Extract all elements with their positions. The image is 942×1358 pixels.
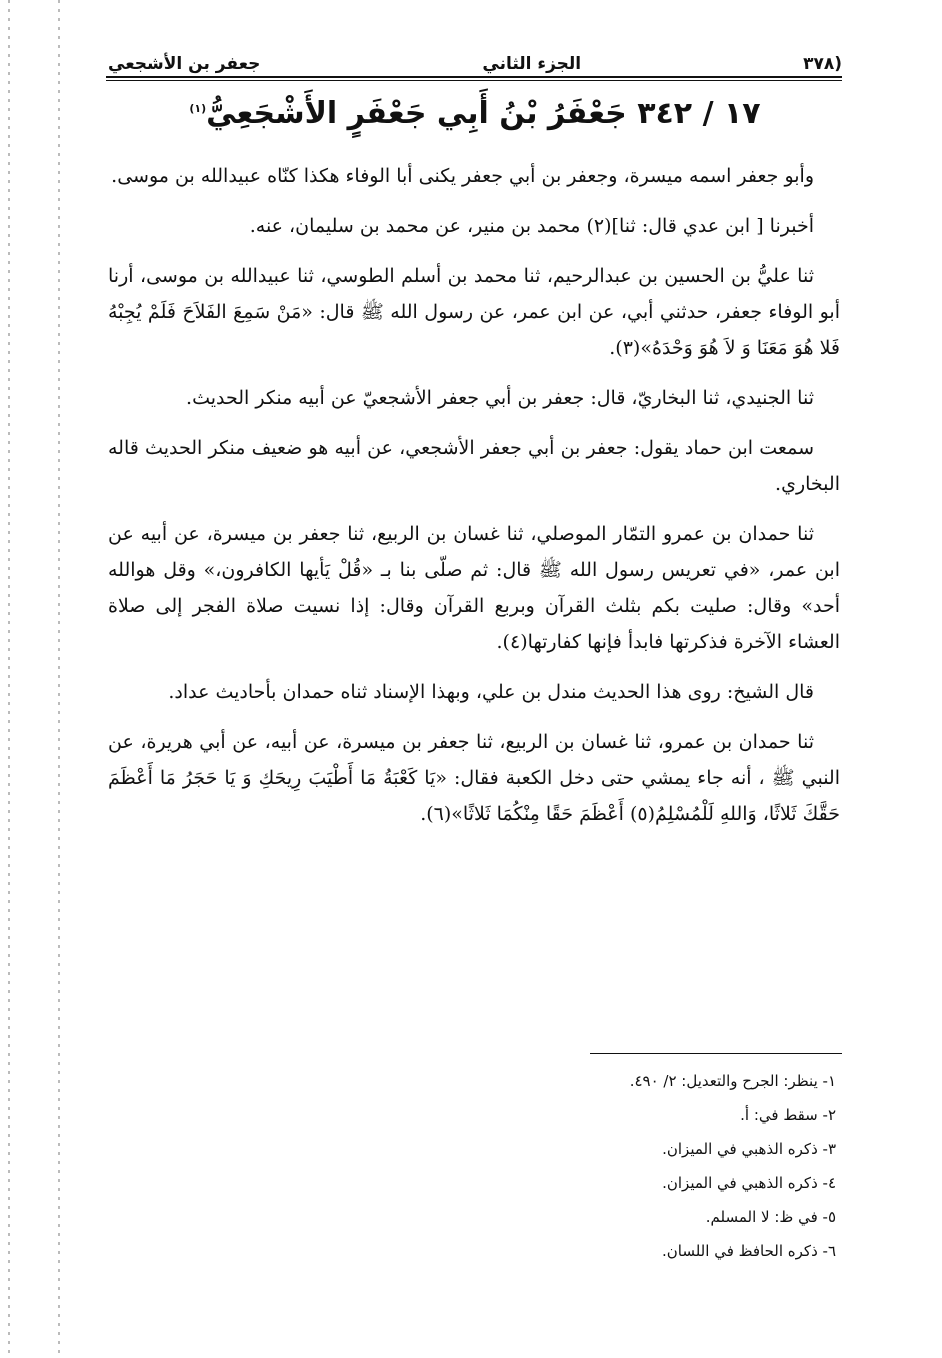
scan-edge-marks: [8, 0, 10, 1358]
footnotes: [108, 1064, 840, 1268]
footnote: ٤- ذكره الذهبي في الميزان.: [662, 1174, 836, 1192]
header-rule: [106, 76, 842, 78]
scan-edge-marks: [58, 0, 60, 1358]
paragraph: ثنا حمدان بن عمرو التمّار الموصلي، ثنا غسان بن الربيع، ثنا جعفر بن ميسرة، عن أبيه عن ابن عمر، «في تعريس رسول الله ﷺ قال: ثم صلّى بنا بـ «قُلْ يَأيها الكافرون،» وقل هوالله أحد» وقال: صليت بكم بثلث القرآن وبربع القرآن وقال: إذا نسيت صلاة الفجر إلى صلاة العشاء الآخرة فذكرتها فابدأ فإنها كفارتها(٤).: [108, 523, 840, 653]
part-label: الجزء الثاني: [482, 54, 582, 74]
footnote: ٣- ذكره الذهبي في الميزان.: [662, 1140, 836, 1158]
paragraph: سمعت ابن حماد يقول: جعفر بن أبي جعفر الأشجعي، عن أبيه هو ضعيف منكر الحديث قاله البخاري.: [108, 437, 840, 495]
running-title: جعفر بن الأشجعي: [108, 54, 261, 74]
paragraph: ثنا حمدان بن عمرو، ثنا غسان بن الربيع، ثنا جعفر بن ميسرة، عن أبيه، عن أبي هريرة، عن النبي ﷺ ، أنه جاء يمشي حتى دخل الكعبة فقال: «يَا كَعْبَةُ مَا أَطْيَبَ رِيحَكِ وَ يَا حَجَرُ مَا أَعْظَمَ حَقَّكَ ثَلاثًا، وَاللهِ لَلْمُسْلِمُ(٥) أَعْظَمَ حَقًا مِنْكُمَا ثَلاثًا»(٦).: [108, 731, 840, 825]
page-number: (٣٧٨: [803, 54, 842, 74]
entry-title: [108, 96, 842, 131]
footnote-rule: [590, 1053, 842, 1054]
paragraph: قال الشيخ: روى هذا الحديث مندل بن علي، وبهذا الإسناد ثناه حمدان بأحاديث عداد.: [168, 681, 814, 703]
entry-title-text: ١٧ / ٣٤٢ جَعْفَرُ بْنُ أَبِي جَعْفَرٍ الأَشْجَعِيُّ: [206, 96, 761, 131]
paragraph: ثنا عليُّ بن الحسين بن عبدالرحيم، ثنا محمد بن أسلم الطوسي، ثنا عبيدالله بن موسى، أرنا أبو الوفاء جعفر، حدثني أبي، عن ابن عمر، عن رسول الله ﷺ قال: «مَنْ سَمِعَ الفَلاَحَ فَلَمْ يُجِبْهُ فَلا هُوَ مَعَنَا وَ لاَ هُوَ وَحْدَهُ»(٣).: [108, 265, 840, 359]
paragraph: ثنا الجنيدي، ثنا البخاريّ، قال: جعفر بن أبي جعفر الأشجعيّ عن أبيه منكر الحديث.: [186, 387, 814, 409]
footnote: ٦- ذكره الحافظ في اللسان.: [661, 1242, 836, 1260]
header-rule-thin: [106, 80, 842, 81]
footnote: ٥- في ظ: لا المسلم.: [705, 1208, 836, 1226]
paragraph: وأبو جعفر اسمه ميسرة، وجعفر بن أبي جعفر يكنى أبا الوفاء هكذا كنّاه عبيدالله بن موسى.: [111, 165, 814, 187]
page-header: [108, 34, 842, 74]
footnote: ١- ينظر: الجرح والتعديل: ٢/ ٤٩٠.: [629, 1072, 836, 1090]
paragraph: أخبرنا [ ابن عدي قال: ثنا](٢) محمد بن منير، عن محمد بن سليمان، عنه.: [249, 215, 814, 237]
entry-title-note: (١): [189, 102, 207, 115]
body-text: [108, 158, 840, 846]
footnote: ٢- سقط في: أ.: [740, 1106, 836, 1124]
